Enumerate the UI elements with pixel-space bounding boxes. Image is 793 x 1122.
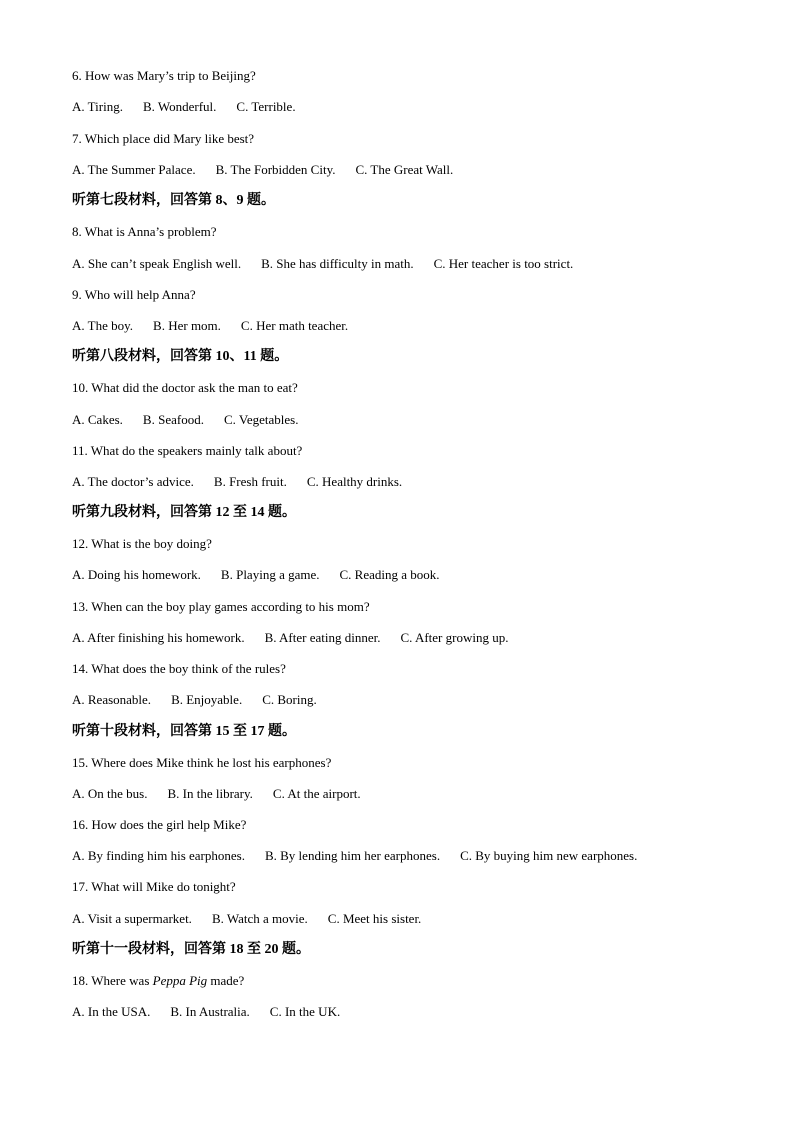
option-17a: A. Visit a supermarket. xyxy=(72,911,192,926)
options-9 xyxy=(72,318,348,334)
option-9a: A. The boy. xyxy=(72,318,134,333)
option-13b: B. After eating dinner. xyxy=(264,630,381,645)
options-11 xyxy=(72,474,402,490)
option-15b: B. In the library. xyxy=(167,786,253,801)
option-14a: A. Reasonable. xyxy=(72,692,152,707)
option-7a: A. The Summer Palace. xyxy=(72,162,196,177)
question-18-title: Peppa Pig xyxy=(152,973,208,988)
option-9b: B. Her mom. xyxy=(153,318,221,333)
option-18a: A. In the USA. xyxy=(72,1004,151,1019)
option-7b: B. The Forbidden City. xyxy=(215,162,336,177)
question-18-prefix: 18. Where was xyxy=(72,973,153,988)
option-16a: A. By finding him his earphones. xyxy=(72,848,245,863)
section-heading-11: 听第十一段材料，回答第 18 至 20 题。 xyxy=(72,942,310,957)
question-10: 10. What did the doctor ask the man to eat? xyxy=(72,380,298,395)
options-10 xyxy=(72,412,298,428)
question-13: 13. When can the boy play games according to his mom? xyxy=(72,599,370,614)
option-10a: A. Cakes. xyxy=(72,412,123,427)
question-16: 16. How does the girl help Mike? xyxy=(72,817,247,832)
question-11: 11. What do the speakers mainly talk about? xyxy=(72,443,303,458)
options-6 xyxy=(72,99,296,115)
options-13 xyxy=(72,630,508,646)
option-11c: C. Healthy drinks. xyxy=(306,474,403,489)
option-16c: C. By buying him new earphones. xyxy=(460,848,638,863)
option-17c: C. Meet his sister. xyxy=(327,911,422,926)
option-11a: A. The doctor’s advice. xyxy=(72,474,194,489)
question-18 xyxy=(72,973,244,989)
options-14 xyxy=(72,692,317,708)
option-8c: C. Her teacher is too strict. xyxy=(433,256,574,271)
section-heading-8: 听第八段材料，回答第 10、11 题。 xyxy=(72,349,289,364)
question-9: 9. Who will help Anna? xyxy=(72,287,196,302)
option-10c: C. Vegetables. xyxy=(223,412,299,427)
option-13c: C. After growing up. xyxy=(400,630,509,645)
option-12a: A. Doing his homework. xyxy=(72,567,201,582)
section-heading-10: 听第十段材料，回答第 15 至 17 题。 xyxy=(72,724,296,739)
option-6c: C. Terrible. xyxy=(236,99,296,114)
option-8a: A. She can’t speak English well. xyxy=(72,256,242,271)
option-15c: C. At the airport. xyxy=(272,786,361,801)
options-7 xyxy=(72,162,453,178)
option-15a: A. On the bus. xyxy=(72,786,148,801)
option-18b: B. In Australia. xyxy=(170,1004,250,1019)
options-17 xyxy=(72,911,421,927)
option-8b: B. She has difficulty in math. xyxy=(261,256,414,271)
question-12: 12. What is the boy doing? xyxy=(72,536,212,551)
option-6b: B. Wonderful. xyxy=(142,99,217,114)
option-11b: B. Fresh fruit. xyxy=(213,474,287,489)
option-6a: A. Tiring. xyxy=(72,99,123,114)
option-17b: B. Watch a movie. xyxy=(211,911,308,926)
section-heading-7: 听第七段材料，回答第 8、9 题。 xyxy=(72,193,275,208)
option-12c: C. Reading a book. xyxy=(339,567,440,582)
question-14: 14. What does the boy think of the rules? xyxy=(72,661,286,676)
option-14c: C. Boring. xyxy=(262,692,317,707)
question-15: 15. Where does Mike think he lost his earphones? xyxy=(72,755,332,770)
options-18 xyxy=(72,1004,340,1020)
section-heading-9: 听第九段材料，回答第 12 至 14 题。 xyxy=(72,505,296,520)
question-7: 7. Which place did Mary like best? xyxy=(72,131,255,146)
option-16b: B. By lending him her earphones. xyxy=(264,848,441,863)
question-8: 8. What is Anna’s problem? xyxy=(72,224,217,239)
question-17: 17. What will Mike do tonight? xyxy=(72,879,236,894)
question-18-suffix: made? xyxy=(207,973,245,988)
options-12 xyxy=(72,567,440,583)
options-8 xyxy=(72,256,573,272)
question-6: 6. How was Mary’s trip to Beijing? xyxy=(72,68,256,83)
option-9c: C. Her math teacher. xyxy=(240,318,349,333)
option-13a: A. After finishing his homework. xyxy=(72,630,245,645)
option-10b: B. Seafood. xyxy=(142,412,204,427)
options-16 xyxy=(72,848,637,864)
options-15 xyxy=(72,786,361,802)
option-14b: B. Enjoyable. xyxy=(171,692,243,707)
option-12b: B. Playing a game. xyxy=(220,567,320,582)
option-7c: C. The Great Wall. xyxy=(355,162,454,177)
option-18c: C. In the UK. xyxy=(269,1004,341,1019)
